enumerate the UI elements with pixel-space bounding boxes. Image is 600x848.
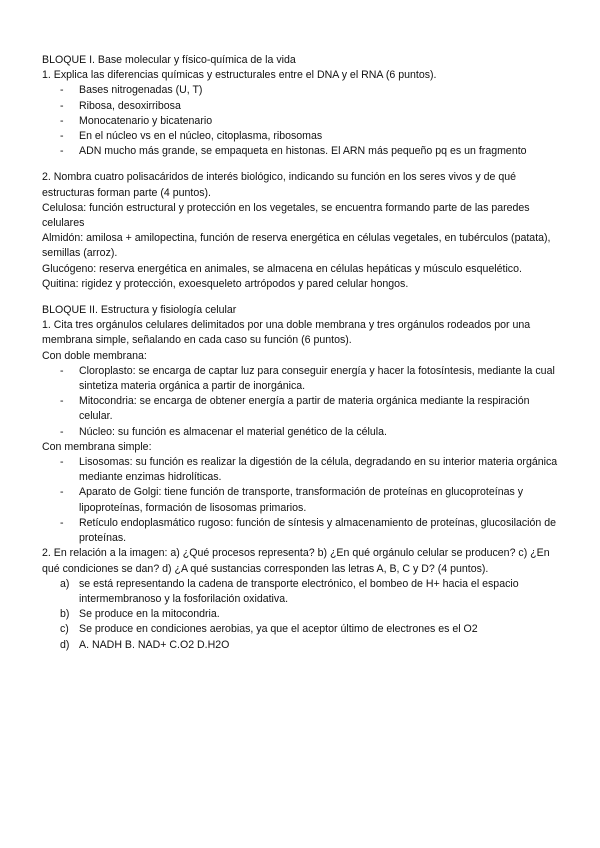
dna-rna-differences-list [42, 83, 558, 159]
list-item [42, 577, 558, 607]
list-marker: a) [60, 577, 70, 590]
list-item [42, 638, 558, 653]
bloque2-question-2: 2. En relación a la imagen: a) ¿Qué procesos representa? b) ¿En qué orgánulo celular se producen? c) ¿En qué condiciones se dan? d) ¿A qué sustancias corresponden las letras A, B, C y D? (4 puntos). [42, 547, 550, 575]
list-item-text: Se produce en condiciones aerobias, ya que el aceptor último de electrones es el O2 [79, 623, 478, 636]
list-item: - Retículo endoplasmático rugoso: función de síntesis y almacenamiento de proteínas, glucosilación de proteínas. [42, 516, 558, 546]
list-item-text: A. NADH B. NAD+ C.O2 D.H2O [79, 638, 230, 651]
list-item: - Aparato de Golgi: tiene función de transporte, transformación de proteínas en glucoproteínas y lipoproteínas, formación de lisosomas primarios. [42, 485, 558, 515]
list-item: - Mitocondria: se encarga de obtener energía a partir de materia orgánica mediante la respiración celular. [42, 394, 558, 424]
answer-almidon: Almidón: amilosa + amilopectina, función de reserva energética en células vegetales, en tubérculos (patata), semillas (arroz). [42, 232, 551, 260]
list-item: - Núcleo: su función es almacenar el material genético de la célula. [42, 425, 558, 440]
bloque1-question-1: 1. Explica las diferencias químicas y estructurales entre el DNA y el RNA (6 puntos). [42, 69, 437, 82]
list-item: - Cloroplasto: se encarga de captar luz para conseguir energía y hacer la fotosíntesis, mediante la cual sintetiza materia orgánica a partir de inorgánica. [42, 364, 558, 394]
list-item [42, 607, 558, 622]
list-item: - En el núcleo vs en el núcleo, citoplasma, ribosomas [42, 129, 558, 144]
simple-membrane-list [42, 455, 558, 546]
spacer [42, 159, 558, 170]
list-marker: c) [60, 623, 69, 636]
list-item: - ADN mucho más grande, se empaqueta en histonas. El ARN más pequeño pq es un fragmento [42, 144, 558, 159]
answer-glucogeno: Glucógeno: reserva energética en animales, se almacena en células hepáticas y músculo esquelético. [42, 262, 522, 275]
list-item: - Ribosa, desoxirribosa [42, 99, 558, 114]
list-item: - Lisosomas: su función es realizar la digestión de la célula, degradando en su interior materia orgánica mediante enzimas hidrolíticas. [42, 455, 558, 485]
bloque2-title: BLOQUE II. Estructura y fisiología celular [42, 304, 237, 317]
double-membrane-list [42, 364, 558, 440]
answer-quitina: Quitina: rigidez y protección, exoesqueleto artrópodos y pared celular hongos. [42, 277, 409, 290]
answer-celulosa: Celulosa: función estructural y protección en los vegetales, se encuentra formando parte de las paredes celulares [42, 201, 530, 230]
document-content [42, 53, 558, 653]
simple-membrane-label: Con membrana simple: [42, 440, 152, 453]
list-item-text: Se produce en la mitocondria. [79, 608, 220, 621]
list-marker: d) [60, 638, 70, 651]
bloque1-title: BLOQUE I. Base molecular y físico-química de la vida [42, 54, 296, 66]
bloque2-question-1: 1. Cita tres orgánulos celulares delimitados por una doble membrana y tres orgánulos rodeados por una membrana simple, señalando en cada caso su función (6 puntos). [42, 319, 531, 347]
image-answers-list [42, 577, 558, 653]
list-item-text: se está representando la cadena de transporte electrónico, el bombeo de H+ hacia el espacio intermembranoso y la fosforilación oxidativa. [79, 577, 519, 605]
bloque1-question-2: 2. Nombra cuatro polisacáridos de interés biológico, indicando su función en los seres vivos y de qué estructuras forman parte (4 puntos). [42, 171, 517, 199]
list-marker: b) [60, 608, 70, 621]
list-item: - Monocatenario y bicatenario [42, 114, 558, 129]
spacer [42, 292, 558, 303]
list-item [42, 622, 558, 637]
double-membrane-label: Con doble membrana: [42, 349, 147, 362]
list-item: - Bases nitrogenadas (U, T) [42, 83, 558, 98]
